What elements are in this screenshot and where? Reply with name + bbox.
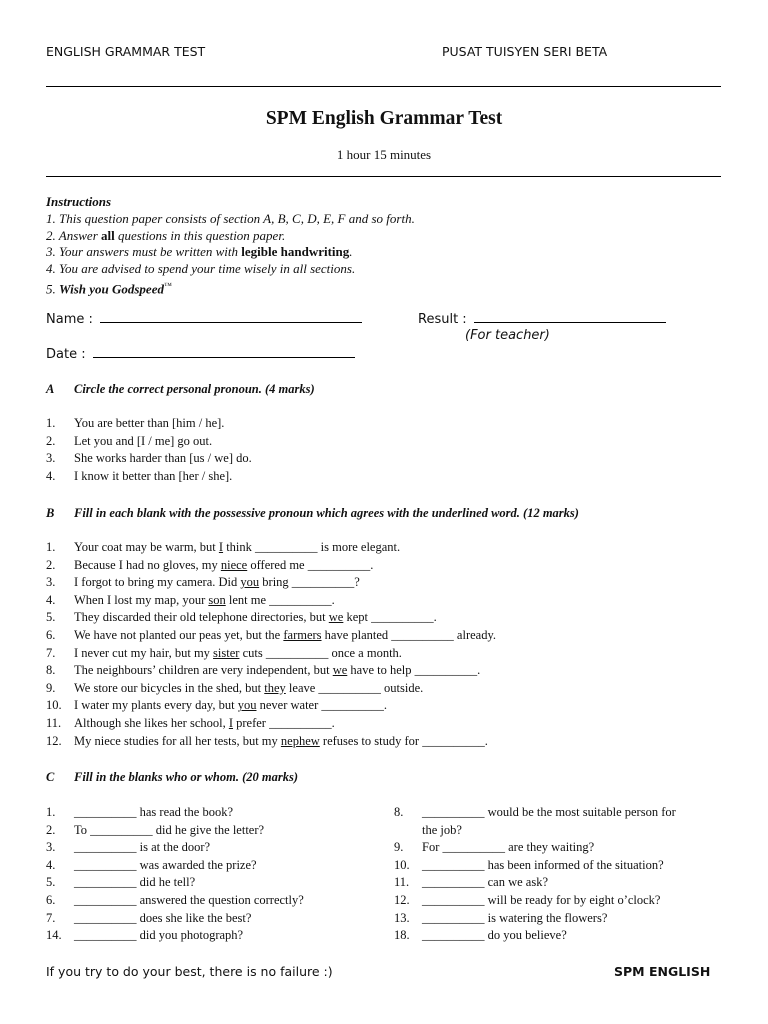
question-text-pre: My niece studies for all her tests, but my [74, 733, 281, 748]
question-item [46, 697, 496, 715]
underlined-word: I [218, 540, 224, 554]
question-number: 10. [394, 857, 410, 872]
question-text-post: kept __________. [343, 610, 437, 625]
underlined-word: son [208, 592, 226, 607]
question-text: To __________ did he give the letter? [74, 822, 265, 837]
question-item [394, 822, 676, 840]
question-number: 6. [46, 892, 56, 907]
question-item [46, 927, 304, 945]
question-number: 9. [46, 680, 56, 695]
question-text-pre: I forgot to bring my camera. Did [74, 575, 241, 590]
question-number: 4. [46, 468, 56, 483]
section-b-title: Fill in each blank with the possessive pronoun which agrees with the underlined word. (12 marks) [74, 506, 579, 520]
question-text: __________ does she like the best? [74, 910, 252, 925]
question-number: 5. [46, 610, 56, 625]
section-c-heading [46, 770, 298, 785]
header-divider [46, 86, 721, 87]
name-field[interactable] [46, 311, 362, 327]
question-item [46, 645, 496, 663]
question-item [394, 857, 676, 875]
question-text-post: refuses to study for __________. [319, 733, 488, 748]
instructions [46, 194, 415, 298]
question-number: 2. [46, 433, 56, 448]
question-text: __________ did he tell? [74, 875, 196, 890]
question-text-post: bring __________? [259, 575, 360, 590]
question-text [74, 609, 437, 627]
section-a-questions [46, 415, 252, 485]
question-item [46, 910, 304, 928]
page-title: SPM English Grammar Test [265, 108, 503, 129]
question-item [46, 839, 304, 857]
footer-brand: SPM ENGLISH [614, 964, 711, 979]
question-text: __________ answered the question correctly? [74, 892, 304, 907]
question-text-post: leave __________ outside. [285, 680, 424, 695]
section-a-letter: A [46, 382, 55, 396]
underlined-word: farmers [283, 627, 322, 642]
question-text: __________ will be ready for by eight o’clock? [422, 892, 661, 907]
result-field[interactable] [418, 311, 666, 327]
question-number: 3. [46, 575, 56, 590]
section-c-letter: C [46, 770, 55, 784]
question-item [46, 433, 252, 451]
underlined-word: sister [213, 645, 240, 660]
question-text-pre: Although she likes her school, [74, 715, 229, 730]
question-text-post: lent me __________. [225, 592, 335, 607]
question-text-pre: I water my plants every day, but [74, 698, 238, 713]
section-b-heading [46, 506, 579, 521]
question-text: __________ has read the book? [74, 805, 233, 819]
question-text-pre: The neighbours’ children are very independent, but [74, 663, 333, 678]
name-line[interactable] [100, 311, 362, 323]
question-number: 7. [46, 645, 56, 660]
question-text-pre: When I lost my map, your [74, 592, 209, 607]
question-number: 5. [46, 875, 56, 890]
question-text-pre: They discarded their old telephone directories, but [74, 610, 329, 625]
instruction-1: 1. This question paper consists of section A, B, C, D, E, F and so forth. [46, 210, 415, 226]
question-item [394, 839, 676, 857]
question-text: __________ has been informed of the situation? [422, 857, 664, 872]
question-item [46, 574, 496, 592]
section-a-heading [46, 382, 315, 397]
question-item [46, 609, 496, 627]
question-text [74, 539, 400, 557]
instruction-5: 5. Wish you Godspeed™ [46, 280, 172, 297]
result-label: Result : [418, 312, 467, 327]
question-text-post: have planted __________ already. [321, 627, 497, 642]
question-number: 12. [46, 733, 62, 748]
question-text [74, 627, 496, 645]
instruction-4: 4. You are advised to spend your time wisely in all sections. [46, 261, 356, 277]
question-text-pre: I never cut my hair, but my [74, 645, 214, 660]
question-text: She works harder than [us / we] do. [74, 451, 252, 466]
question-number: 12. [394, 892, 410, 907]
instruction-3: 3. Your answers must be written with legible handwriting. [46, 244, 353, 260]
question-number: 10. [46, 698, 62, 713]
question-text [74, 680, 423, 698]
question-item [46, 468, 252, 486]
section-c-left-questions [46, 804, 304, 945]
question-item [46, 804, 304, 822]
question-number: 11. [46, 715, 62, 730]
question-text: __________ is at the door? [74, 840, 211, 855]
instruction-2: 2. Answer all questions in this question paper. [46, 227, 286, 243]
underlined-word: I [228, 715, 234, 730]
question-text [74, 733, 488, 751]
question-number: 4. [46, 857, 56, 872]
question-number: 11. [394, 875, 410, 890]
question-number: 14. [46, 928, 62, 943]
underlined-word: you [240, 575, 260, 590]
question-text: I know it better than [her / she]. [74, 468, 233, 483]
name-label: Name : [46, 312, 93, 327]
question-number: 7. [46, 910, 56, 925]
question-number: 3. [46, 840, 56, 855]
question-text: __________ was awarded the prize? [74, 857, 257, 872]
question-text-pre: We store our bicycles in the shed, but [74, 680, 265, 695]
footer-motto: If you try to do your best, there is no failure :) [46, 964, 333, 979]
question-text [74, 715, 335, 733]
question-text: __________ did you photograph? [74, 928, 244, 943]
question-item [46, 680, 496, 698]
question-text-pre: Your coat may be warm, but [74, 540, 219, 554]
question-item [46, 539, 496, 557]
question-text-pre: Because I had no gloves, my [74, 557, 221, 572]
underlined-word: they [264, 680, 286, 695]
section-c-title: Fill in the blanks who or whom. (20 marks) [74, 770, 299, 784]
question-item [394, 892, 676, 910]
question-item [46, 557, 496, 575]
underlined-word: you [237, 698, 257, 713]
underlined-word: we [328, 610, 344, 625]
question-number: 9. [394, 840, 404, 855]
question-text: For __________ are they waiting? [422, 840, 595, 855]
duration: 1 hour 15 minutes [336, 147, 432, 162]
question-item [46, 592, 496, 610]
question-item [46, 874, 304, 892]
question-text: __________ would be the most suitable person for [422, 805, 676, 819]
question-number: 1. [46, 805, 56, 819]
question-text: You are better than [him / he]. [74, 416, 225, 430]
question-text: __________ is watering the flowers? [422, 910, 608, 925]
question-number: 1. [46, 416, 56, 430]
question-item [394, 910, 676, 928]
question-item [46, 715, 496, 733]
question-item [46, 733, 496, 751]
question-number: 2. [46, 557, 56, 572]
question-number: 3. [46, 451, 56, 466]
question-number: 2. [46, 822, 56, 837]
date-label: Date : [46, 347, 86, 362]
question-text [74, 592, 335, 610]
question-text-post: cuts __________ once a month. [239, 645, 402, 660]
question-item [394, 804, 676, 822]
date-field[interactable] [46, 346, 355, 362]
section-c-right-questions [394, 804, 676, 945]
question-text [74, 557, 373, 575]
question-text: __________ do you believe? [422, 928, 567, 943]
date-line[interactable] [93, 346, 355, 358]
question-item [46, 450, 252, 468]
title-divider [46, 176, 721, 177]
question-number: 18. [394, 928, 410, 943]
question-number: 4. [46, 592, 56, 607]
question-item [46, 892, 304, 910]
question-text-post: have to help __________. [347, 663, 481, 678]
question-item [46, 822, 304, 840]
question-number: 1. [46, 540, 56, 554]
question-number: 13. [394, 910, 410, 925]
question-number: 6. [46, 627, 56, 642]
section-b-letter: B [46, 506, 55, 520]
question-item [46, 857, 304, 875]
section-b-questions [46, 539, 496, 750]
question-text: Let you and [I / me] go out. [74, 433, 213, 448]
question-number [394, 822, 422, 840]
question-text: the job? [422, 822, 462, 837]
underlined-word: niece [220, 557, 248, 572]
question-text [74, 574, 360, 592]
question-item [46, 627, 496, 645]
for-teacher-note: (For teacher) [465, 328, 550, 343]
question-number: 8. [46, 663, 56, 678]
section-a-title: Circle the correct personal pronoun. (4 marks) [74, 382, 315, 396]
question-item [394, 927, 676, 945]
question-text [74, 645, 402, 663]
instructions-heading: Instructions [46, 194, 112, 209]
question-text-pre: We have not planted our peas yet, but the [74, 627, 284, 642]
question-text [74, 697, 387, 715]
header-left: ENGLISH GRAMMAR TEST [46, 44, 206, 59]
question-text-post: offered me __________. [247, 557, 374, 572]
question-text-post: never water __________. [256, 698, 388, 713]
question-number: 8. [394, 805, 404, 819]
question-text [74, 662, 480, 680]
result-line[interactable] [474, 311, 666, 323]
question-item [46, 662, 496, 680]
question-item [394, 874, 676, 892]
question-text-post: prefer __________. [233, 715, 335, 730]
question-text-post: think __________ is more elegant. [223, 540, 401, 554]
underlined-word: we [332, 663, 348, 678]
header-right: PUSAT TUISYEN SERI BETA [442, 44, 608, 59]
question-text: __________ can we ask? [422, 875, 549, 890]
underlined-word: nephew [280, 733, 320, 748]
question-item [46, 415, 252, 433]
